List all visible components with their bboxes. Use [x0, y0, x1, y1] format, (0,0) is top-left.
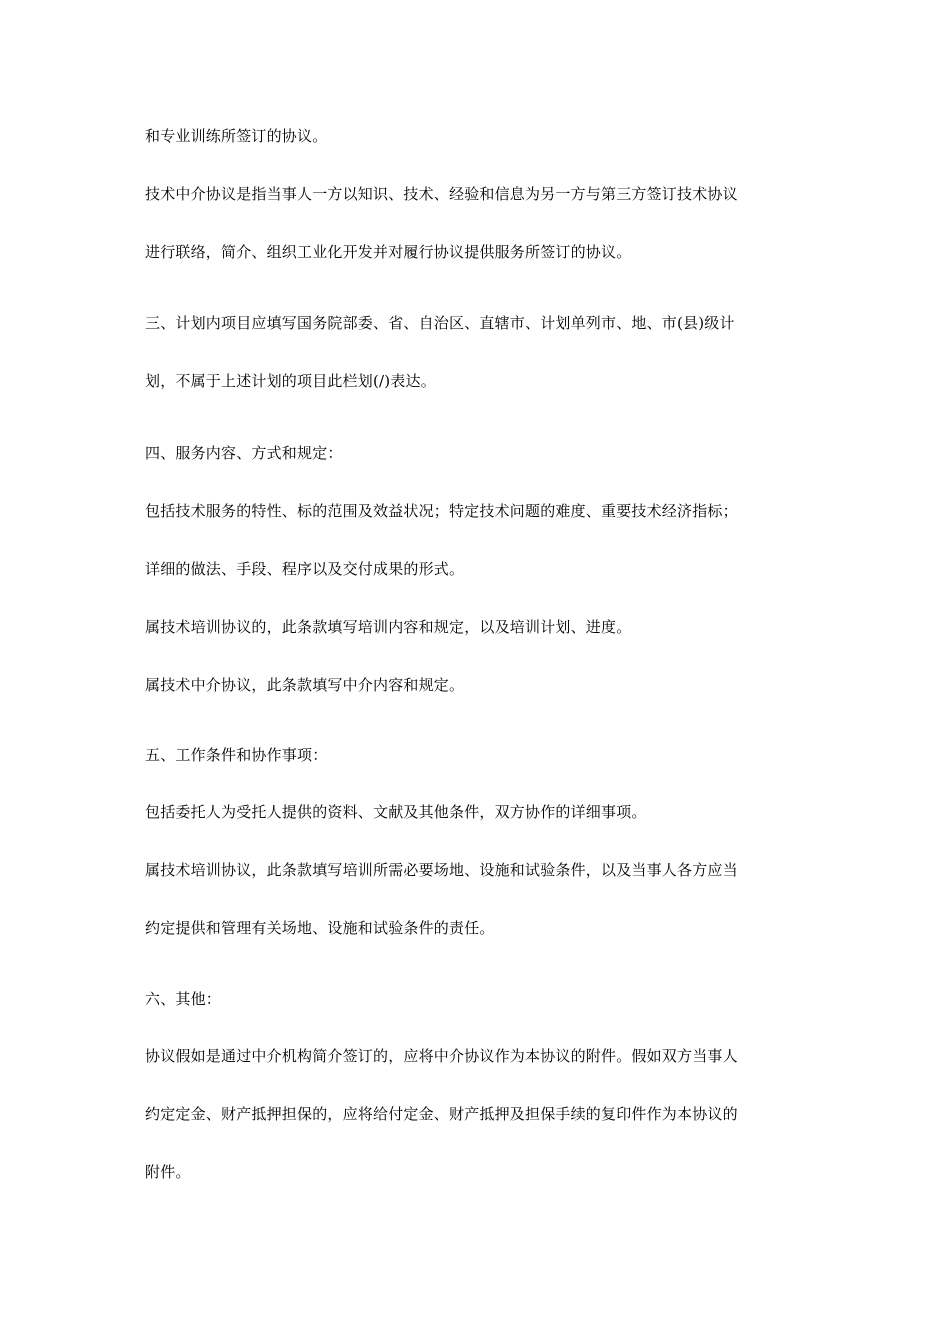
text-line: 属技术中介协议，此条款填写中介内容和规定。 — [145, 676, 465, 694]
text-line: 约定定金、财产抵押担保的，应将给付定金、财产抵押及担保手续的复印件作为本协议的 — [145, 1105, 738, 1123]
text-line: 详细的做法、手段、程序以及交付成果的形式。 — [145, 560, 465, 578]
text-line: 技术中介协议是指当事人一方以知识、技术、经验和信息为另一方与第三方签订技术协议 — [145, 185, 738, 203]
text-line: 协议假如是通过中介机构简介签订的，应将中介协议作为本协议的附件。假如双方当事人 — [145, 1047, 738, 1065]
text-line: 属技术培训协议，此条款填写培训所需必要场地、设施和试验条件，以及当事人各方应当 — [145, 861, 738, 879]
text-line: 和专业训练所签订的协议。 — [145, 127, 328, 145]
section-heading-4: 四、服务内容、方式和规定： — [145, 444, 343, 462]
section-heading-6: 六、其他： — [145, 990, 222, 1008]
text-line: 属技术培训协议的，此条款填写培训内容和规定，以及培训计划、进度。 — [145, 618, 632, 636]
text-line: 附件。 — [145, 1163, 191, 1181]
text-line: 包括委托人为受托人提供的资料、文献及其他条件，双方协作的详细事项。 — [145, 803, 647, 821]
text-line: 划，不属于上述计划的项目此栏划(/)表达。 — [145, 372, 436, 390]
section-heading-5: 五、工作条件和协作事项： — [145, 746, 328, 764]
text-line: 约定提供和管理有关场地、设施和试验条件的责任。 — [145, 919, 495, 937]
text-line: 进行联络，简介、组织工业化开发并对履行协议提供服务所签订的协议。 — [145, 243, 632, 261]
section-heading-3: 三、计划内项目应填写国务院部委、省、自治区、直辖市、计划单列市、地、市(县)级计 — [145, 314, 735, 332]
text-line: 包括技术服务的特性、标的范围及效益状况；特定技术问题的难度、重要技术经济指标； — [145, 502, 738, 520]
